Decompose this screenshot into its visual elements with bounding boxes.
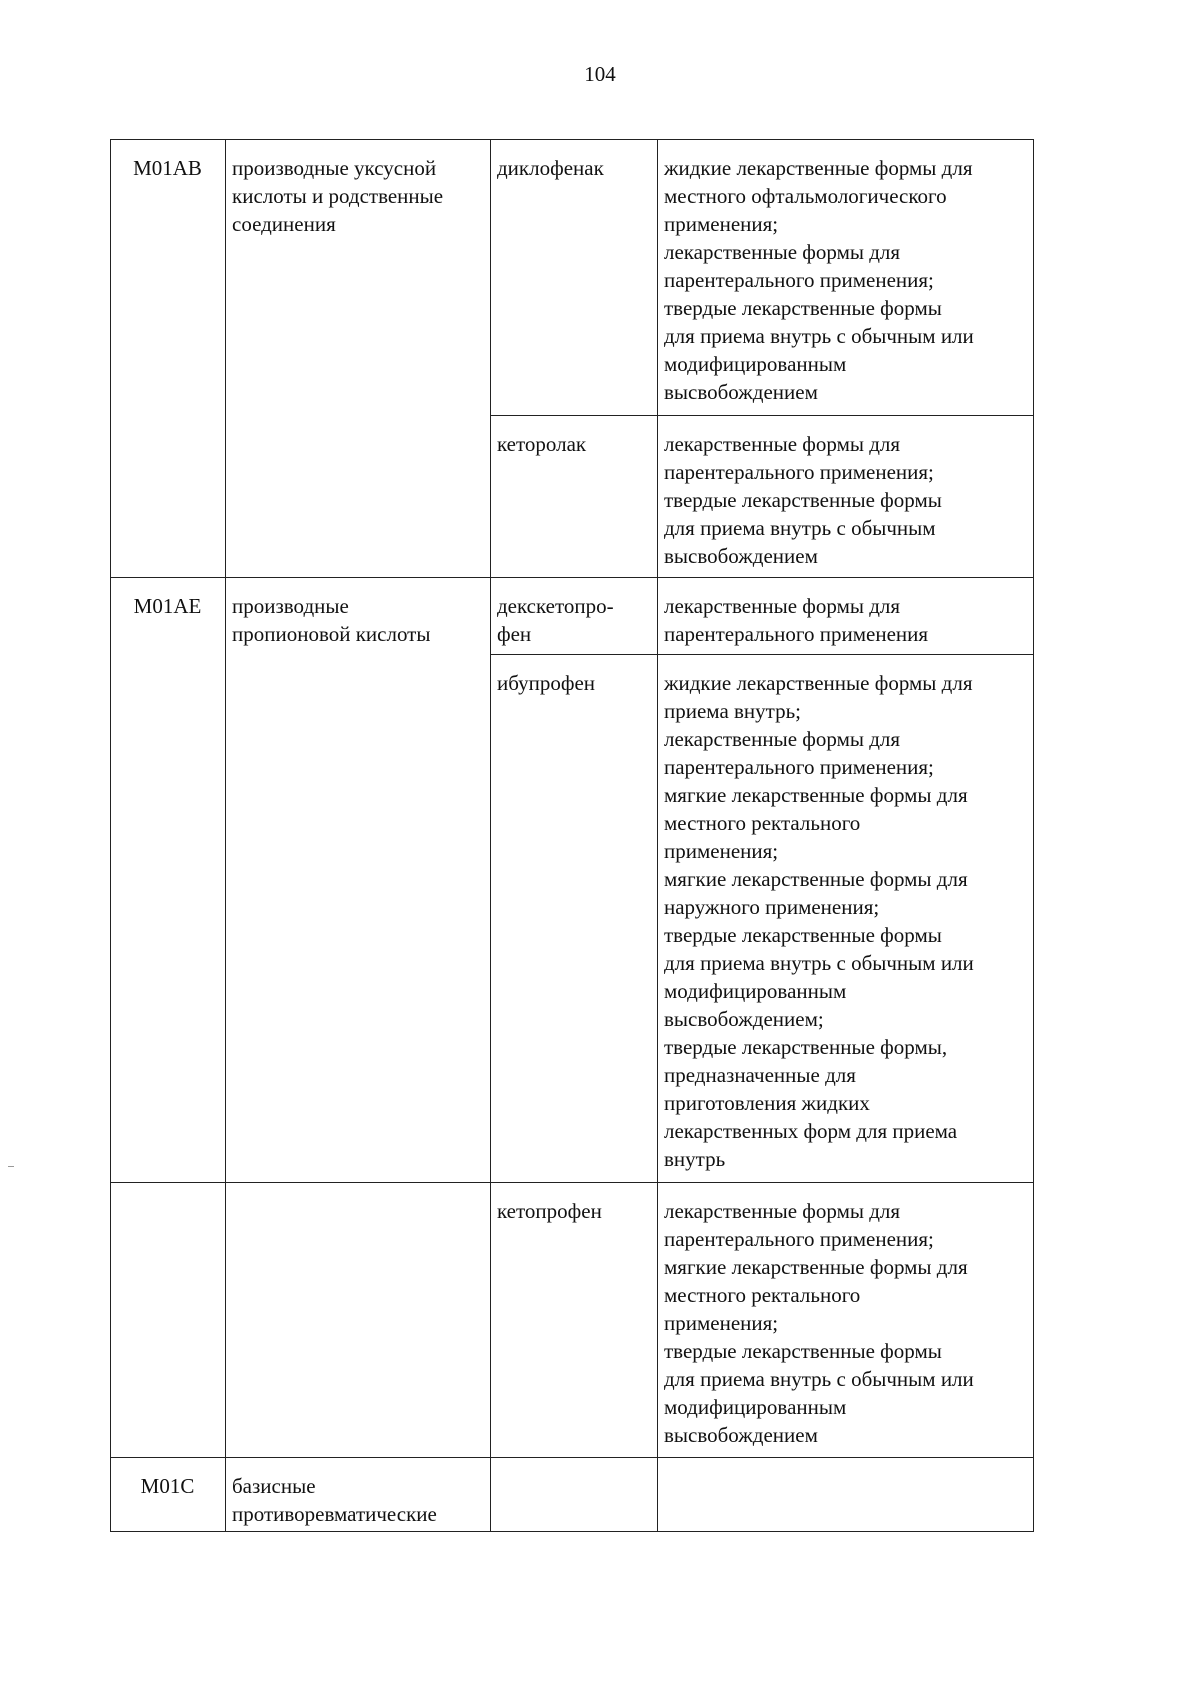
cell-text-line: твердые лекарственные формы,: [664, 1035, 948, 1059]
cell-text-line: применения;: [664, 212, 779, 236]
cell-text-line: производные: [232, 594, 349, 618]
cell-text-line: наружного применения;: [664, 895, 880, 919]
table-rule-horizontal: [490, 654, 1034, 655]
cell-text-line: парентерального применения: [664, 622, 929, 646]
drug-cell: [497, 1197, 650, 1225]
group-cell: [232, 154, 483, 238]
cell-text-line: высвобождением: [664, 380, 818, 404]
cell-text-line: диклофенак: [497, 156, 604, 180]
forms-cell: [664, 592, 1026, 648]
cell-text-line: кислоты и родственные: [232, 184, 444, 208]
cell-text-line: твердые лекарственные формы: [664, 488, 942, 512]
table-rule-vertical: [110, 139, 111, 1532]
cell-text-line: мягкие лекарственные формы для: [664, 867, 968, 891]
cell-text-line: применения;: [664, 1311, 779, 1335]
table-rule-horizontal: [110, 577, 1034, 578]
table-rule-vertical: [225, 139, 226, 1532]
cell-text-line: для приема внутрь с обычным: [664, 516, 936, 540]
table-rule-horizontal: [110, 1182, 1034, 1183]
cell-text-line: мягкие лекарственные формы для: [664, 783, 968, 807]
table-rule-vertical: [1033, 139, 1034, 1532]
table-rule-horizontal: [110, 139, 1034, 140]
table-rule-vertical: [490, 139, 491, 1532]
cell-text-line: приема внутрь;: [664, 699, 802, 723]
cell-text-line: для приема внутрь с обычным или: [664, 324, 974, 348]
group-cell: [232, 592, 483, 648]
cell-text-line: парентерального применения;: [664, 268, 934, 292]
cell-text-line: кетопрофен: [497, 1199, 602, 1223]
cell-text-line: кеторолак: [497, 432, 587, 456]
drug-cell: [497, 669, 650, 697]
code-cell: M01AB: [133, 156, 202, 180]
cell-text-line: местного ректального: [664, 1283, 861, 1307]
table-rule-horizontal: [490, 415, 1034, 416]
cell-text-line: высвобождением: [664, 544, 818, 568]
forms-cell: [664, 1197, 1026, 1449]
cell-text-line: приготовления жидких: [664, 1091, 870, 1115]
cell-text-line: для приема внутрь с обычным или: [664, 1367, 974, 1391]
cell-text-line: для приема внутрь с обычным или: [664, 951, 974, 975]
cell-text-line: парентерального применения;: [664, 1227, 934, 1251]
cell-text-line: лекарственные формы для: [664, 727, 901, 751]
cell-text-line: модифицированным: [664, 352, 847, 376]
group-cell: [232, 1472, 483, 1528]
cell-text-line: твердые лекарственные формы: [664, 923, 942, 947]
drug-cell: [497, 430, 650, 458]
cell-text-line: фен: [497, 622, 532, 646]
cell-text-line: высвобождением: [664, 1423, 818, 1447]
cell-text-line: местного офтальмологического: [664, 184, 947, 208]
margin-mark: [8, 1166, 14, 1167]
table-rule-horizontal: [110, 1457, 1034, 1458]
forms-cell: [664, 154, 1026, 406]
table-rule-vertical: [657, 139, 658, 1532]
table-rule-horizontal: [110, 1531, 1034, 1532]
code-cell: M01C: [140, 1474, 195, 1498]
code-cell: M01AE: [133, 594, 202, 618]
cell-text-line: твердые лекарственные формы: [664, 1339, 942, 1363]
cell-text-line: твердые лекарственные формы: [664, 296, 942, 320]
cell-text-line: внутрь: [664, 1147, 726, 1171]
cell-text-line: предназначенные для: [664, 1063, 856, 1087]
forms-cell: [664, 669, 1026, 1173]
cell-text-line: мягкие лекарственные формы для: [664, 1255, 968, 1279]
cell-text-line: лекарственные формы для: [664, 432, 901, 456]
forms-cell: [664, 430, 1026, 570]
cell-text-line: лекарственные формы для: [664, 1199, 901, 1223]
drug-cell: [497, 592, 650, 648]
cell-text-line: жидкие лекарственные формы для: [664, 671, 973, 695]
cell-text-line: местного ректального: [664, 811, 861, 835]
cell-text-line: лекарственных форм для приема: [664, 1119, 958, 1143]
cell-text-line: парентерального применения;: [664, 460, 934, 484]
cell-text-line: базисные: [232, 1474, 316, 1498]
cell-text-line: применения;: [664, 839, 779, 863]
page-number: 104: [584, 62, 616, 86]
cell-text-line: пропионовой кислоты: [232, 622, 431, 646]
cell-text-line: парентерального применения;: [664, 755, 934, 779]
cell-text-line: лекарственные формы для: [664, 240, 901, 264]
cell-text-line: лекарственные формы для: [664, 594, 901, 618]
cell-text-line: производные уксусной: [232, 156, 437, 180]
cell-text-line: декскетопро-: [497, 594, 614, 618]
cell-text-line: модифицированным: [664, 1395, 847, 1419]
cell-text-line: жидкие лекарственные формы для: [664, 156, 973, 180]
cell-text-line: модифицированным: [664, 979, 847, 1003]
cell-text-line: противоревматические: [232, 1502, 437, 1526]
cell-text-line: высвобождением;: [664, 1007, 824, 1031]
cell-text-line: соединения: [232, 212, 336, 236]
drug-cell: [497, 154, 650, 182]
cell-text-line: ибупрофен: [497, 671, 596, 695]
